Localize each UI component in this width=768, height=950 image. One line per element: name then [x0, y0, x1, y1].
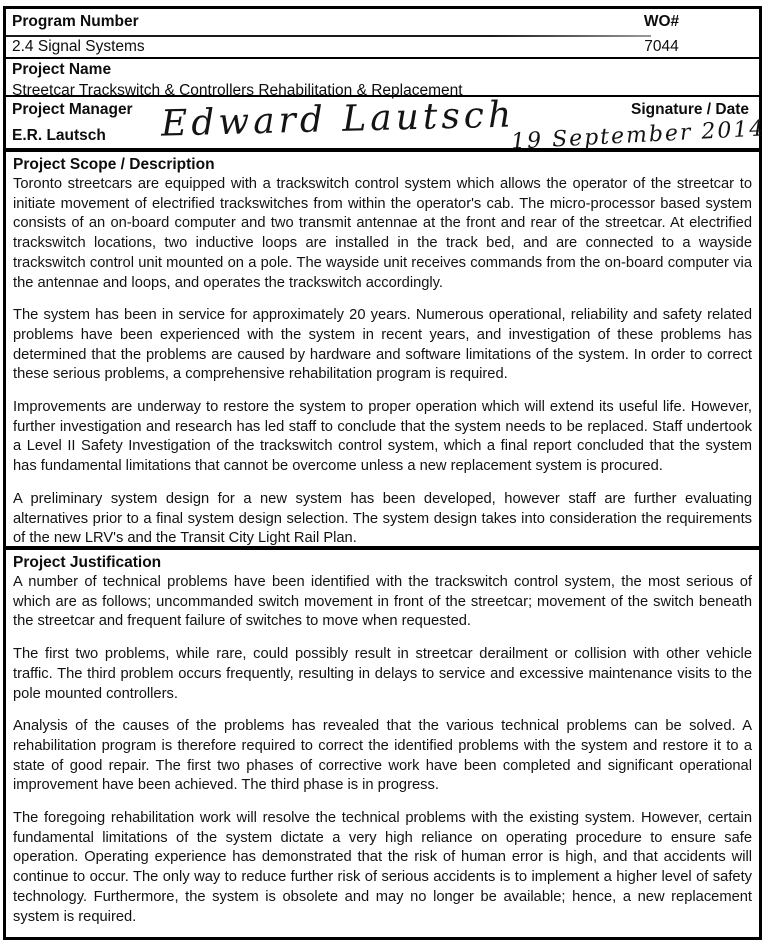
project-form [3, 6, 766, 940]
scope-paragraph: A preliminary system design for a new system has been developed, however staff are further evaluating alternatives prior to a final system design selection. The system design takes into consideration the requirements of the new LRV's and the Transit City Light Rail Plan. [13, 490, 752, 547]
wo-label: WO# [643, 13, 680, 30]
scope-paragraph: Improvements are underway to restore the system to proper operation which will extend its useful life. However, further investigation and research has led staff to conclude that the system needs to be replaced. Staff undertook a Level II Safety Investigation of the trackswitch control system, which a final report concluded that the system has fundamental limitations that cannot be overcome unless a new replacement system is procured. [13, 399, 752, 475]
signature-date-cell [510, 97, 766, 155]
date-handwritten: 19 September 2014 [510, 116, 766, 155]
project-justification-label: Project Justification [13, 554, 162, 571]
project-manager-value: E.R. Lautsch [12, 127, 106, 144]
project-manager-label: Project Manager [12, 101, 133, 118]
project-justification-section [6, 550, 759, 937]
project-name-value: Streetcar Trackswitch & Controllers Rehabilitation & Replacement [12, 82, 463, 99]
program-number-divider [6, 35, 651, 37]
project-name-label: Project Name [12, 61, 112, 78]
justification-paragraph: A number of technical problems have been identified with the trackswitch control system, the most serious of which are as follows; uncommanded switch movement in front of the streetcar; movement of the switch beneath the streetcar and frequent failure of switches to move when requested. [13, 574, 752, 630]
justification-paragraph: The foregoing rehabilitation work will resolve the technical problems with the existing system. However, certain fundamental limitations of the system dictate a very high reliance on operating procedure to ensure safe operation. Operating experience has demonstrated that the risk of human error is high, and that accidents will continue to occur. The only way to reduce further risk of serious accidents is to implement a higher level of safety technology. Furthermore, the system is obsolete and may no longer be available; hence, a new replacement system is required. [13, 810, 752, 925]
wo-cell [564, 9, 759, 57]
program-number-label: Program Number [12, 13, 139, 30]
signature-cell [151, 94, 516, 148]
scope-paragraph: Toronto streetcars are equipped with a trackswitch control system which allows the operator of the streetcar to initiate movement of electrified trackswitches from within the operator's cab. The micro-processor based system consists of an on-board computer and two transmit antennae at the front and rear of the streetcar. At electrified trackswitch locations, two inductive loops are installed in the track bed, and are connected to a wayside trackswitch control unit mounted on a pole. The wayside unit receives commands from the on-board computer via the antennae and loops, and operates the trackswitch accordingly. [13, 176, 752, 291]
project-manager-row [6, 94, 766, 155]
scope-paragraph: The system has been in service for approximately 20 years. Numerous operational, reliability and safety related problems have been experienced with the system in recent years, and investigation of these problems has determined that the problems are caused by hardware and software limitations of the system. In order to correct these serious problems, a comprehensive rehabilitation program is required. [13, 307, 752, 383]
wo-value: 7044 [644, 38, 679, 55]
project-scope-label: Project Scope / Description [13, 156, 215, 173]
manager-signature-handwritten: Edward Lautsch [160, 94, 516, 145]
program-number-value: 2.4 Signal Systems [12, 38, 145, 55]
program-number-row [6, 9, 759, 59]
justification-paragraph: Analysis of the causes of the problems has revealed that the various technical problems can be solved. A rehabilitation program is therefore required to correct the identified problems with the system and restore it to a state of good repair. The first two phases of corrective work have been completed and significant operational improvement have been achieved. The third phase is in progress. [13, 718, 752, 794]
project-scope-section [6, 152, 759, 550]
project-name-row [6, 59, 759, 97]
justification-paragraph: The first two problems, while rare, could possibly result in streetcar derailment or collision with other vehicle traffic. The third problem occurs frequently, resulting in delays to service and excessive maintenance visits to the pole mounted controllers. [13, 646, 752, 702]
project-manager-cell [6, 97, 151, 148]
signature-date-label: Signature / Date [631, 101, 749, 118]
program-number-cell [6, 9, 564, 57]
